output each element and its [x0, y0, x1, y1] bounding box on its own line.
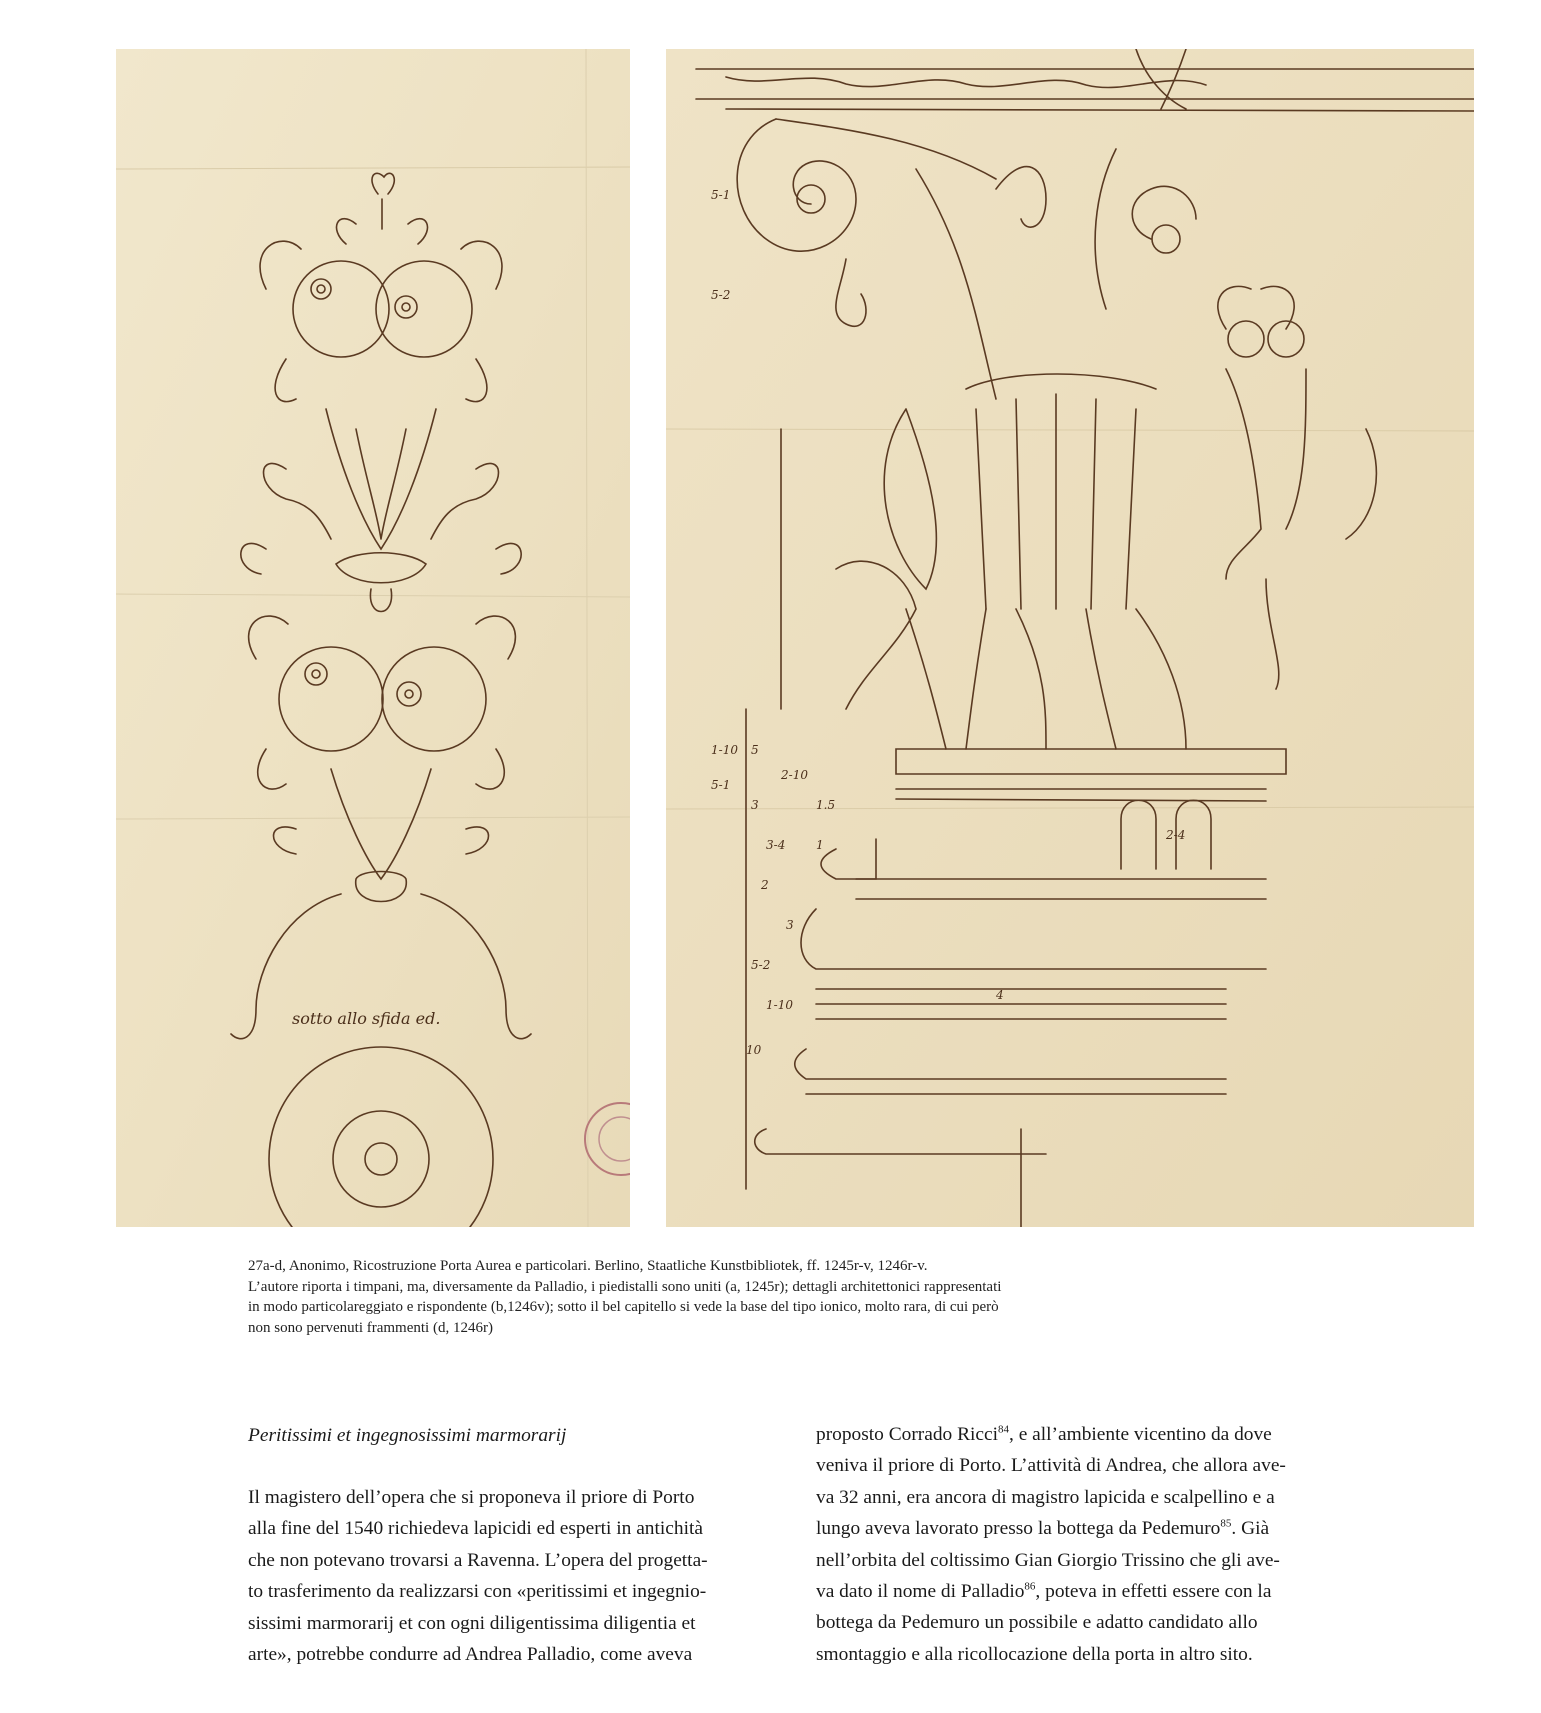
svg-text:4: 4 — [996, 988, 1004, 1002]
svg-text:1: 1 — [816, 838, 824, 852]
body-line: nell’orbita del coltissimo Gian Giorgio Trissino che gli ave- — [816, 1549, 1280, 1571]
capital-drawing-svg — [666, 49, 1474, 1227]
footnote-ref[interactable]: 84 — [998, 1423, 1010, 1436]
svg-text:3: 3 — [751, 798, 759, 812]
svg-text:2-4: 2-4 — [1166, 828, 1186, 842]
body-line: Il magistero dell’opera che si proponeva il priore di Porto — [248, 1487, 695, 1508]
svg-text:1-10: 1-10 — [766, 998, 793, 1012]
caption-line: non sono pervenuti frammenti (d, 1246r) — [248, 1319, 493, 1336]
svg-text:5-1: 5-1 — [711, 188, 731, 202]
caption-line: in modo particolareggiato e rispondente (b,1246v); sotto il bel capitello si vede la base del tipo ionico, molto rara, di cui però — [248, 1299, 999, 1315]
caption-line: 27a-d, Anonimo, Ricostruzione Porta Aurea e particolari. Berlino, Staatliche Kunstbibliotek, ff. 1245r-v, 1246r-v. — [248, 1258, 928, 1274]
body-line: va 32 anni, era ancora di magistro lapicida e scalpellino e a — [816, 1486, 1275, 1508]
svg-text:2: 2 — [761, 878, 769, 892]
body-line: smontaggio e alla ricollocazione della porta in altro sito. — [816, 1643, 1253, 1665]
body-line: alla fine del 1540 richiedeva lapicidi ed esperti in antichità — [248, 1518, 703, 1540]
body-line: che non potevano trovarsi a Ravenna. L’opera del progetta- — [248, 1549, 708, 1571]
text-column-right — [816, 1419, 1346, 1670]
text-column-left — [248, 1420, 778, 1670]
svg-text:2-10: 2-10 — [781, 768, 808, 782]
ornament-drawing-svg — [116, 49, 630, 1227]
figure-left-ornament-drawing — [116, 49, 630, 1227]
body-line: sissimi marmorarij et con ogni diligentissima diligentia et — [248, 1612, 696, 1634]
svg-text:10: 10 — [746, 1043, 762, 1057]
body-line: va dato il nome di Palladio$^{86}$, poteva in effetti essere con la — [816, 1580, 1272, 1602]
figure-right-capital-drawing — [666, 49, 1474, 1227]
svg-text:1.5: 1.5 — [816, 798, 836, 812]
footnote-ref[interactable]: 86 — [1024, 1580, 1036, 1593]
svg-text:5-2: 5-2 — [711, 288, 731, 302]
ornament-inscription: sotto allo sfida ed. — [292, 1009, 441, 1028]
section-heading: Peritissimi et ingegnosissimi marmorarij — [248, 1425, 567, 1446]
body-line: veniva il priore di Porto. L’attività di Andrea, che allora ave- — [816, 1455, 1286, 1477]
body-line: arte», potrebbe condurre ad Andrea Palladio, come aveva — [248, 1643, 693, 1665]
footnote-ref[interactable]: 85 — [1220, 1517, 1232, 1530]
body-line: bottega da Pedemuro un possibile e adatto candidato allo — [816, 1612, 1258, 1634]
figure-caption — [248, 1256, 1228, 1338]
svg-text:3: 3 — [786, 918, 794, 932]
body-line: lungo aveva lavorato presso la bottega da Pedemuro$^{85}$. Già — [816, 1517, 1270, 1540]
body-line: proposto Corrado Ricci$^{84}$, e all’ambiente vicentino da dove — [816, 1423, 1272, 1445]
svg-text:1-10: 1-10 — [711, 743, 738, 757]
svg-text:5: 5 — [751, 743, 759, 757]
body-line: to trasferimento da realizzarsi con «peritissimi et ingegnio- — [248, 1581, 707, 1603]
svg-text:5-1: 5-1 — [711, 778, 731, 792]
caption-line: L’autore riporta i timpani, ma, diversamente da Palladio, i piedistalli sono uniti (a, 1245r); dettagli architettonici rappresentati — [248, 1278, 1002, 1295]
svg-text:3-4: 3-4 — [766, 838, 786, 852]
svg-text:5-2: 5-2 — [751, 958, 771, 972]
